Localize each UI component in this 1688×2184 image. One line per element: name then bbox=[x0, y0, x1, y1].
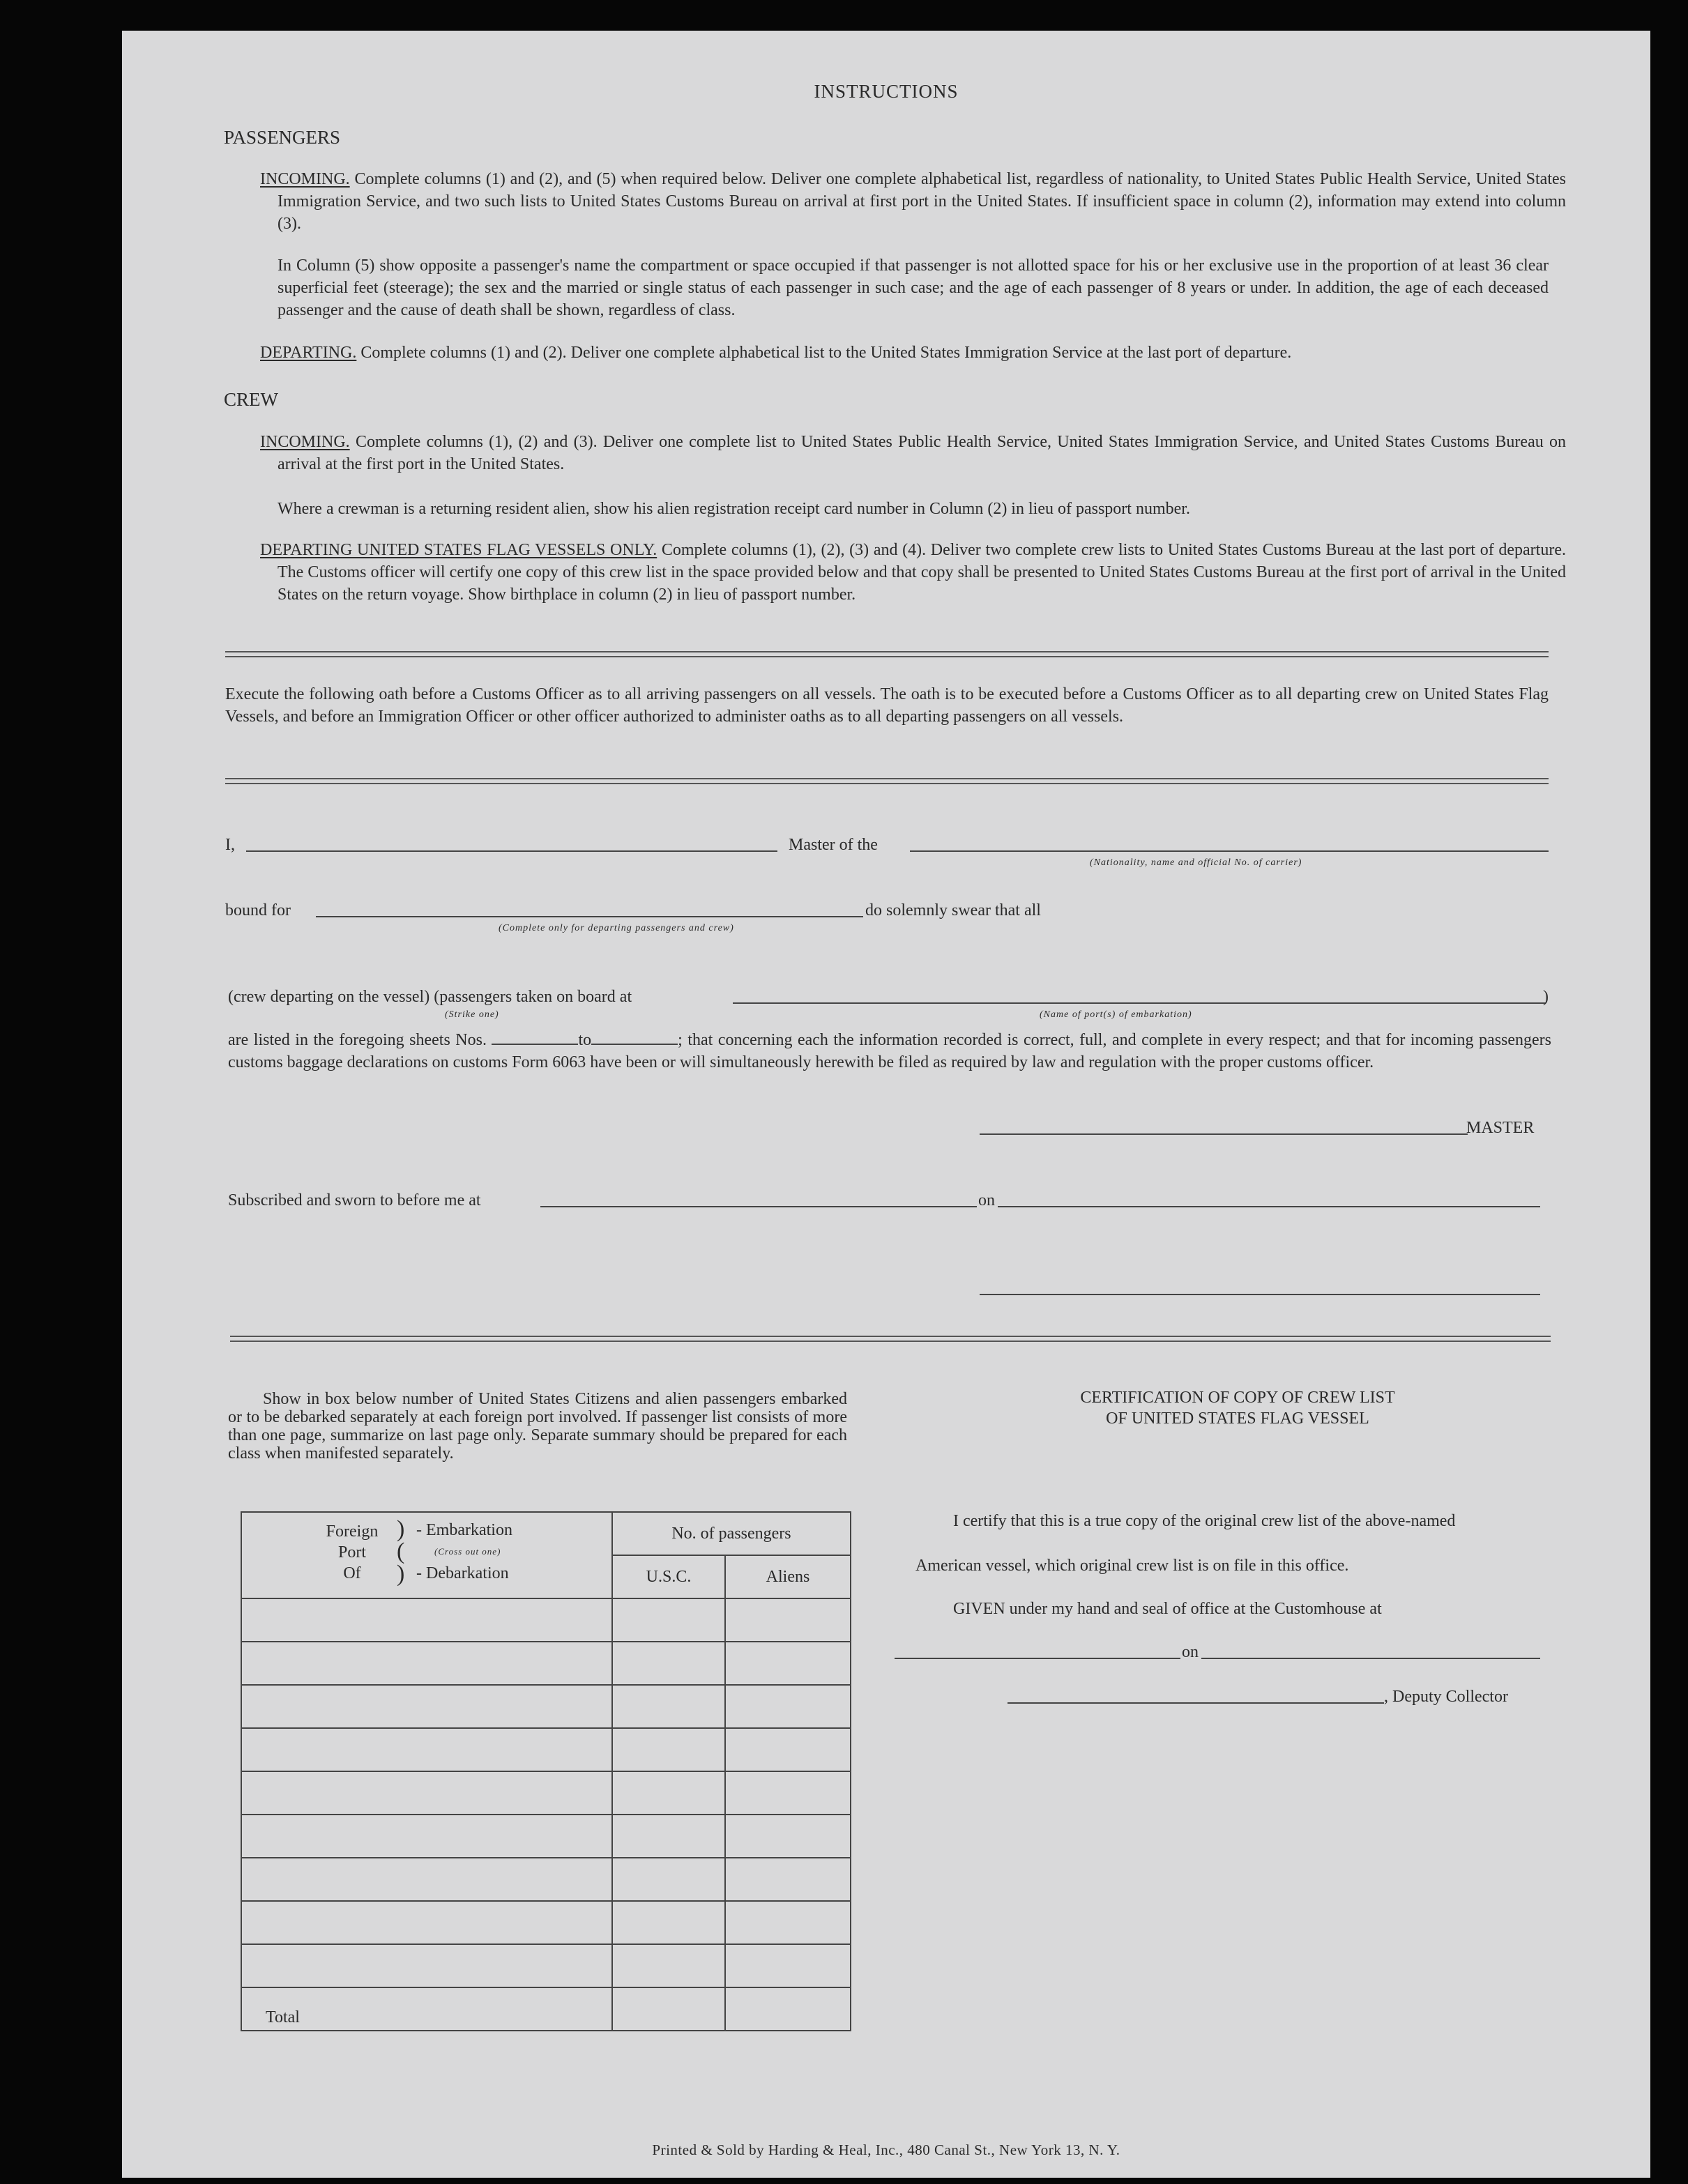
section-divider bbox=[230, 1336, 1551, 1342]
table-row bbox=[241, 1815, 851, 1858]
certification-line3: GIVEN under my hand and seal of office at the Customhouse at bbox=[953, 1600, 1382, 1618]
strike-one-caption: (Strike one) bbox=[445, 1009, 499, 1020]
officer-signature-field[interactable] bbox=[980, 1294, 1540, 1295]
bound-for-field[interactable] bbox=[316, 916, 863, 917]
deputy-signature-field[interactable] bbox=[1008, 1702, 1384, 1704]
passengers-departing-text: Complete columns (1) and (2). Deliver one complete alphabetical list to the United States Immigration Service at the last port of departure. bbox=[360, 344, 1292, 362]
aliens-cell[interactable] bbox=[725, 1728, 851, 1771]
certification-on-label: on bbox=[1182, 1643, 1199, 1661]
swear-text: do solemnly swear that all bbox=[865, 901, 1041, 919]
embarkation-label: - Embarkation bbox=[416, 1521, 512, 1539]
passengers-incoming-label: INCOMING. bbox=[260, 170, 350, 188]
sworn-date-field[interactable] bbox=[998, 1206, 1540, 1207]
port-cell[interactable] bbox=[241, 1858, 612, 1901]
sheet-to-field[interactable] bbox=[591, 1030, 678, 1045]
crew-incoming-text: Complete columns (1), (2) and (3). Deliver one complete list to United States Public Health Service, United States Immigration Service, and United States Customs Bureau on arrival at the first port in the United States. bbox=[277, 433, 1567, 473]
usc-cell[interactable] bbox=[612, 1685, 725, 1728]
crew-or-passengers-text: (crew departing on the vessel) (passengers taken on board at bbox=[228, 988, 632, 1006]
aliens-cell[interactable] bbox=[725, 1685, 851, 1728]
port-cell[interactable] bbox=[241, 1642, 612, 1685]
section-divider bbox=[225, 778, 1549, 784]
usc-header: U.S.C. bbox=[612, 1555, 725, 1598]
usc-cell[interactable] bbox=[612, 1642, 725, 1685]
printer-imprint: Printed & Sold by Harding & Heal, Inc., 480 Canal St., New York 13, N. Y. bbox=[652, 2141, 1120, 2158]
listed-paragraph bbox=[228, 1029, 1551, 1074]
master-of-the-label: Master of the bbox=[789, 836, 878, 854]
certification-line2: American vessel, which original crew list is on file in this office. bbox=[915, 1557, 1349, 1575]
aliens-cell[interactable] bbox=[725, 1771, 851, 1815]
aliens-cell[interactable] bbox=[725, 1598, 851, 1642]
crew-heading: CREW bbox=[224, 389, 278, 410]
table-row bbox=[241, 1642, 851, 1685]
total-row bbox=[241, 1987, 851, 2031]
usc-cell[interactable] bbox=[612, 1728, 725, 1771]
passengers-heading: PASSENGERS bbox=[224, 127, 341, 148]
crew-departing-paragraph bbox=[260, 539, 1566, 606]
table-row bbox=[241, 1901, 851, 1944]
passengers-departing-label: DEPARTING. bbox=[260, 344, 357, 362]
passengers-departing-paragraph bbox=[260, 342, 1549, 364]
aliens-header: Aliens bbox=[725, 1555, 851, 1598]
aliens-cell[interactable] bbox=[725, 1642, 851, 1685]
usc-cell[interactable] bbox=[612, 1858, 725, 1901]
total-label: Total bbox=[241, 1987, 612, 2031]
table-row bbox=[241, 1598, 851, 1642]
usc-cell[interactable] bbox=[612, 1771, 725, 1815]
port-cell[interactable] bbox=[241, 1901, 612, 1944]
page-title: INSTRUCTIONS bbox=[814, 81, 959, 102]
usc-cell[interactable] bbox=[612, 1901, 725, 1944]
crew-departing-label: DEPARTING UNITED STATES FLAG VESSELS ONLY. bbox=[260, 541, 657, 559]
passengers-column5-paragraph: In Column (5) show opposite a passenger's name the compartment or space occupied if that passenger is not allotted space for his or her exclusive use in the proportion of at least 36 clear superficial feet (steerage); the sex and the married or single status of each passenger in such case; and the age of each passenger of 8 years or under. In addition, the age of each deceased passenger and the cause of death shall be shown, regardless of class. bbox=[277, 257, 1549, 319]
port-cell[interactable] bbox=[241, 1598, 612, 1642]
ports-caption: (Name of port(s) of embarkation) bbox=[1040, 1009, 1192, 1020]
bound-for-label: bound for bbox=[225, 901, 291, 919]
form-sheet bbox=[122, 31, 1650, 2178]
brace-icon: ) ( ) bbox=[397, 1516, 405, 1587]
master-signature-field[interactable] bbox=[980, 1133, 1468, 1135]
port-cell[interactable] bbox=[241, 1685, 612, 1728]
certification-title bbox=[924, 1387, 1551, 1429]
certification-line1: I certify that this is a true copy of the original crew list of the above-named bbox=[953, 1512, 1456, 1530]
deputy-collector-label: , Deputy Collector bbox=[1384, 1688, 1508, 1706]
port-cell[interactable] bbox=[241, 1815, 612, 1858]
table-row bbox=[241, 1858, 851, 1901]
debarkation-label: - Debarkation bbox=[416, 1564, 509, 1582]
no-of-passengers-header: No. of passengers bbox=[612, 1512, 851, 1555]
aliens-cell[interactable] bbox=[725, 1815, 851, 1858]
crew-departing-text: Complete columns (1), (2), (3) and (4). Deliver two complete crew lists to United States Customs Bureau at the last port of departure. The Customs officer will certify one copy of this crew list in the space provided below and that copy shall be presented to United States Customs Bureau at the first port of arrival in the United States on the return voyage. Show birthplace in column (2) in lieu of passport number. bbox=[277, 541, 1566, 604]
cross-out-caption: (Cross out one) bbox=[434, 1546, 501, 1557]
carrier-field[interactable] bbox=[910, 850, 1549, 852]
certification-date-field[interactable] bbox=[1201, 1658, 1540, 1659]
table-row bbox=[241, 1685, 851, 1728]
port-cell[interactable] bbox=[241, 1944, 612, 1987]
usc-cell[interactable] bbox=[612, 1944, 725, 1987]
of-label: Of bbox=[343, 1564, 361, 1582]
usc-cell[interactable] bbox=[612, 1815, 725, 1858]
master-name-field[interactable] bbox=[246, 850, 777, 852]
crew-incoming-label: INCOMING. bbox=[260, 433, 350, 451]
certification-title-line2: OF UNITED STATES FLAG VESSEL bbox=[1106, 1410, 1369, 1428]
port-cell[interactable] bbox=[241, 1771, 612, 1815]
sworn-at-field[interactable] bbox=[540, 1206, 977, 1207]
certification-title-line1: CERTIFICATION OF COPY OF CREW LIST bbox=[1080, 1389, 1395, 1407]
table-row bbox=[241, 1771, 851, 1815]
departing-caption: (Complete only for departing passengers and crew) bbox=[499, 923, 734, 933]
embarkation-ports-field[interactable] bbox=[733, 1002, 1546, 1004]
listed-prefix: are listed in the foregoing sheets Nos. bbox=[228, 1031, 487, 1049]
usc-cell[interactable] bbox=[612, 1598, 725, 1642]
customhouse-field[interactable] bbox=[895, 1658, 1180, 1659]
oath-instructions: Execute the following oath before a Customs Officer as to all arriving passengers on all vessels. The oath is to be executed before a Customs Officer as to all departing crew on United States Flag Vessels, and before an Immigration Officer or other officer authorized to administer oaths as to all departing passengers on all vessels. bbox=[225, 685, 1549, 726]
subscribed-text: Subscribed and sworn to before me at bbox=[228, 1191, 481, 1209]
aliens-cell[interactable] bbox=[725, 1901, 851, 1944]
sheet-from-field[interactable] bbox=[492, 1030, 578, 1045]
nationality-caption: (Nationality, name and official No. of carrier) bbox=[1090, 857, 1302, 868]
section-divider bbox=[225, 651, 1549, 657]
port-label: Port bbox=[337, 1543, 366, 1561]
foreign-label: Foreign bbox=[326, 1522, 379, 1541]
to-label: to bbox=[578, 1031, 592, 1049]
table-row bbox=[241, 1944, 851, 1987]
aliens-cell[interactable] bbox=[725, 1858, 851, 1901]
table-row bbox=[241, 1728, 851, 1771]
passengers-incoming-paragraph bbox=[260, 168, 1566, 235]
crew-incoming-paragraph bbox=[260, 431, 1566, 475]
passengers-incoming-text: Complete columns (1) and (2), and (5) when required below. Deliver one complete alphabetical list, regardless of nationality, to United States Public Health Service, United States Immigration Service, and two such lists to United States Customs Bureau on arrival at first port in the United States. If insufficient space in column (2), information may extend into column (3). bbox=[277, 170, 1566, 233]
passenger-summary-table bbox=[241, 1511, 851, 2031]
foreign-port-header bbox=[241, 1512, 612, 1598]
usc-total-cell[interactable] bbox=[612, 1987, 725, 2031]
summary-instructions: Show in box below number of United States Citizens and alien passengers embarked or to be debarked separately at each foreign port involved. If passenger list consists of more than one page, summarize on last page only. Separate summary should be prepared for each class when manifested separately. bbox=[228, 1390, 847, 1463]
port-cell[interactable] bbox=[241, 1728, 612, 1771]
close-paren: ) bbox=[1543, 988, 1549, 1006]
on-label: on bbox=[978, 1191, 995, 1209]
listed-text: ; that concerning each the information recorded is correct, full, and complete in every respect; and that for incoming passengers customs baggage declarations on customs Form 6063 have been or will simultaneously herewith be filed as required by law and regulation with the proper customs officer. bbox=[228, 1031, 1552, 1071]
crew-resident-paragraph: Where a crewman is a returning resident alien, show his alien registration receipt card number in Column (2) in lieu of passport number. bbox=[277, 500, 1190, 518]
aliens-cell[interactable] bbox=[725, 1944, 851, 1987]
master-label: MASTER bbox=[1466, 1119, 1535, 1137]
aliens-total-cell[interactable] bbox=[725, 1987, 851, 2031]
oath-i-label: I, bbox=[225, 836, 235, 854]
